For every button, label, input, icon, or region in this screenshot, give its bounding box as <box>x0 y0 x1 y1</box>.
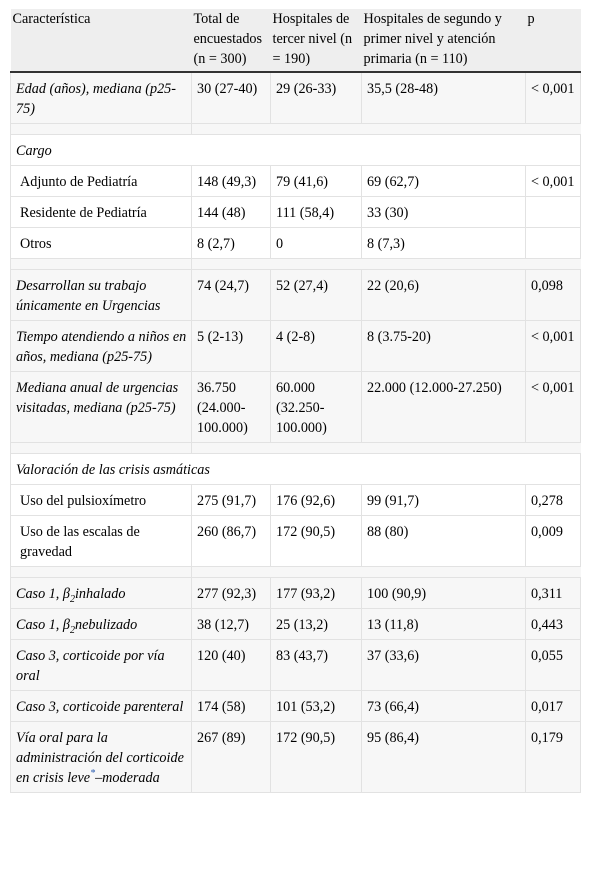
row-label: Residente de Pediatría <box>11 197 192 228</box>
cell-total: 148 (49,3) <box>192 166 271 197</box>
cell-segundo: 35,5 (28-48) <box>362 72 526 124</box>
cell-total: 174 (58) <box>192 691 271 722</box>
cell-p <box>526 197 581 228</box>
header-segundo-primer-nivel: Hospitales de segundo y primer nivel y atención primaria (n = 110) <box>362 9 526 72</box>
table-row <box>11 691 581 722</box>
header-tercer-nivel: Hospitales de tercer nivel (n = 190) <box>271 9 362 72</box>
cell-segundo: 99 (91,7) <box>362 485 526 516</box>
table-row <box>11 166 581 197</box>
section-row <box>11 135 581 166</box>
cell-total: 275 (91,7) <box>192 485 271 516</box>
cell-p: 0,443 <box>526 609 581 640</box>
cell-tercer: 172 (90,5) <box>271 516 362 567</box>
table-row <box>11 372 581 443</box>
row-label: Desarrollan su trabajo únicamente en Urgencias <box>11 270 192 321</box>
cell-p <box>526 228 581 259</box>
cell-segundo: 37 (33,6) <box>362 640 526 691</box>
header-caracteristica: Característica <box>11 9 192 72</box>
cell-total: 8 (2,7) <box>192 228 271 259</box>
row-label: Edad (años), mediana (p25-75) <box>11 72 192 124</box>
label-text: inhalado <box>74 586 126 602</box>
table-row <box>11 72 581 124</box>
cell-p: < 0,001 <box>526 72 581 124</box>
cell-total: 30 (27-40) <box>192 72 271 124</box>
cell-total: 267 (89) <box>192 722 271 793</box>
row-label <box>11 578 192 609</box>
cell-total: 120 (40) <box>192 640 271 691</box>
cell-tercer: 29 (26-33) <box>271 72 362 124</box>
cell-tercer: 83 (43,7) <box>271 640 362 691</box>
row-label: Caso 3, corticoide por vía oral <box>11 640 192 691</box>
table-row <box>11 516 581 567</box>
table-row <box>11 228 581 259</box>
section-row <box>11 454 581 485</box>
table-row <box>11 578 581 609</box>
row-label: Mediana anual de urgencias visitadas, mediana (p25-75) <box>11 372 192 443</box>
cell-total: 38 (12,7) <box>192 609 271 640</box>
cell-tercer: 52 (27,4) <box>271 270 362 321</box>
cell-p: 0,179 <box>526 722 581 793</box>
row-separator <box>11 443 581 454</box>
cell-segundo: 8 (7,3) <box>362 228 526 259</box>
row-label: Otros <box>11 228 192 259</box>
cell-p: 0,311 <box>526 578 581 609</box>
section-title-valoracion: Valoración de las crisis asmáticas <box>11 454 581 485</box>
label-text: Caso 1, β <box>16 586 70 602</box>
row-label <box>11 609 192 640</box>
cell-tercer: 111 (58,4) <box>271 197 362 228</box>
cell-total: 36.750 (24.000-100.000) <box>192 372 271 443</box>
cell-total: 74 (24,7) <box>192 270 271 321</box>
cell-tercer: 60.000 (32.250-100.000) <box>271 372 362 443</box>
cell-total: 144 (48) <box>192 197 271 228</box>
cell-tercer: 177 (93,2) <box>271 578 362 609</box>
cell-tercer: 101 (53,2) <box>271 691 362 722</box>
row-label: Tiempo atendiendo a niños en años, mediana (p25-75) <box>11 321 192 372</box>
cell-tercer: 176 (92,6) <box>271 485 362 516</box>
cell-p: 0,278 <box>526 485 581 516</box>
cell-total: 5 (2-13) <box>192 321 271 372</box>
row-separator <box>11 567 581 578</box>
header-p: p <box>526 9 581 72</box>
table-row <box>11 321 581 372</box>
cell-segundo: 95 (86,4) <box>362 722 526 793</box>
row-label <box>11 722 192 793</box>
cell-segundo: 73 (66,4) <box>362 691 526 722</box>
cell-segundo: 13 (11,8) <box>362 609 526 640</box>
table-row <box>11 270 581 321</box>
cell-p: 0,009 <box>526 516 581 567</box>
table-row <box>11 640 581 691</box>
row-label: Uso del pulsioxímetro <box>11 485 192 516</box>
cell-tercer: 4 (2-8) <box>271 321 362 372</box>
header-total: Total de encuestados (n = 300) <box>192 9 271 72</box>
table-header-row <box>11 9 581 72</box>
cell-segundo: 33 (30) <box>362 197 526 228</box>
cell-tercer: 25 (13,2) <box>271 609 362 640</box>
table-row <box>11 197 581 228</box>
cell-segundo: 69 (62,7) <box>362 166 526 197</box>
table-row <box>11 485 581 516</box>
section-title-cargo: Cargo <box>11 135 581 166</box>
subscript: 2 <box>69 594 75 605</box>
cell-segundo: 88 (80) <box>362 516 526 567</box>
row-label: Uso de las escalas de gravedad <box>11 516 192 567</box>
label-text: Caso 1, β <box>16 617 70 633</box>
subscript: 2 <box>69 625 75 636</box>
cell-tercer: 0 <box>271 228 362 259</box>
label-text: Vía oral para la administración del corticoide en crisis leve <box>16 730 184 786</box>
row-label: Adjunto de Pediatría <box>11 166 192 197</box>
cell-p: 0,055 <box>526 640 581 691</box>
cell-segundo: 22 (20,6) <box>362 270 526 321</box>
cell-tercer: 172 (90,5) <box>271 722 362 793</box>
label-text: nebulizado <box>74 617 138 633</box>
row-separator <box>11 259 581 270</box>
cell-segundo: 22.000 (12.000-27.250) <box>362 372 526 443</box>
table-row <box>11 722 581 793</box>
row-separator <box>11 124 581 135</box>
cell-p: < 0,001 <box>526 166 581 197</box>
cell-p: < 0,001 <box>526 321 581 372</box>
row-label: Caso 3, corticoide parenteral <box>11 691 192 722</box>
label-text: –moderada <box>95 770 160 786</box>
cell-segundo: 100 (90,9) <box>362 578 526 609</box>
cell-segundo: 8 (3.75-20) <box>362 321 526 372</box>
characteristics-table <box>10 9 581 793</box>
table-row <box>11 609 581 640</box>
cell-total: 260 (86,7) <box>192 516 271 567</box>
cell-p: 0,017 <box>526 691 581 722</box>
cell-p: 0,098 <box>526 270 581 321</box>
cell-total: 277 (92,3) <box>192 578 271 609</box>
cell-tercer: 79 (41,6) <box>271 166 362 197</box>
cell-p: < 0,001 <box>526 372 581 443</box>
footnote-ref-link[interactable]: * <box>90 768 96 779</box>
